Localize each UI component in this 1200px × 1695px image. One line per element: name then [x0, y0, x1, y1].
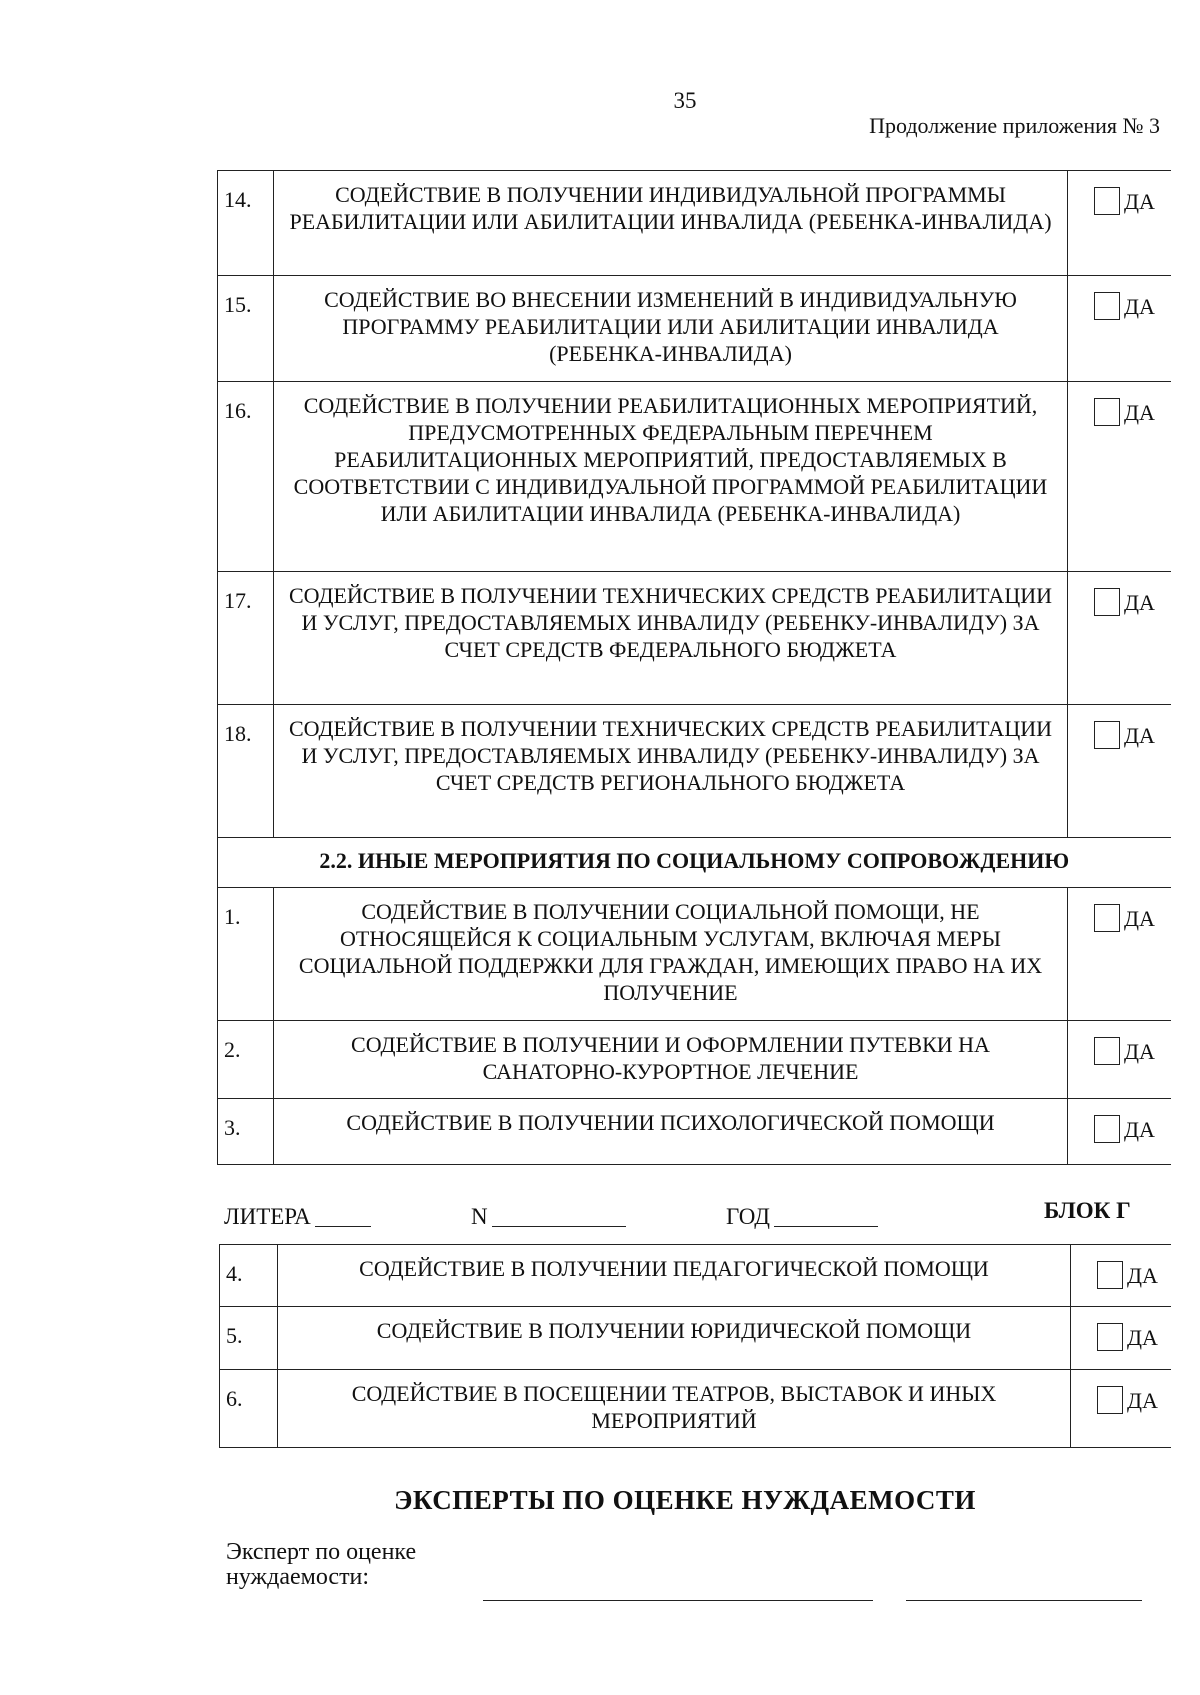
- yes-checkbox[interactable]: [1068, 572, 1171, 705]
- signature-line[interactable]: [483, 1600, 873, 1601]
- row-number: 16.: [218, 382, 274, 572]
- year-field: [726, 1204, 878, 1230]
- row-number: 15.: [218, 276, 274, 382]
- row-text: СОДЕЙСТВИЕ В ПОЛУЧЕНИИ ПЕДАГОГИЧЕСКОЙ ПОМОЩИ: [278, 1245, 1071, 1307]
- services-table: [217, 170, 1171, 1165]
- section-title: 2.2. ИНЫЕ МЕРОПРИЯТИЯ ПО СОЦИАЛЬНОМУ СОПРОВОЖДЕНИЮ: [218, 838, 1171, 888]
- section-header-row: [218, 838, 1171, 888]
- table-row: [218, 572, 1171, 705]
- yes-checkbox[interactable]: [1071, 1307, 1171, 1370]
- yes-checkbox[interactable]: [1071, 1370, 1171, 1448]
- row-text: СОДЕЙСТВИЕ В ПОЛУЧЕНИИ ПСИХОЛОГИЧЕСКОЙ ПОМОЩИ: [274, 1099, 1068, 1165]
- yes-label: ДА: [1124, 1039, 1155, 1064]
- name-line[interactable]: [906, 1600, 1142, 1601]
- checkbox-icon[interactable]: [1094, 187, 1120, 215]
- row-text: СОДЕЙСТВИЕ В ПОЛУЧЕНИИ СОЦИАЛЬНОЙ ПОМОЩИ, НЕ ОТНОСЯЩЕЙСЯ К СОЦИАЛЬНЫМ УСЛУГАМ, ВКЛЮЧАЯ МЕРЫ СОЦИАЛЬНОЙ ПОДДЕРЖКИ ДЛЯ ГРАЖДАН, ИМЕЮЩИХ ПРАВО НА ИХ ПОЛУЧЕНИЕ: [274, 888, 1068, 1021]
- block-g-table: [219, 1244, 1171, 1448]
- row-text: СОДЕЙСТВИЕ В ПОЛУЧЕНИИ РЕАБИЛИТАЦИОННЫХ МЕРОПРИЯТИЙ, ПРЕДУСМОТРЕННЫХ ФЕДЕРАЛЬНЫМ ПЕРЕЧНЕМ РЕАБИЛИТАЦИОННЫХ МЕРОПРИЯТИЙ, ПРЕДОСТАВЛЯЕМЫХ В СООТВЕТСТВИИ С ИНДИВИДУАЛЬНОЙ ПРОГРАММОЙ РЕАБИЛИТАЦИИ ИЛИ АБИЛИТАЦИИ ИНВАЛИДА (РЕБЕНКА-ИНВАЛИДА): [274, 382, 1068, 572]
- table-row: [218, 171, 1171, 276]
- checkbox-icon[interactable]: [1094, 904, 1120, 932]
- table-row: [218, 1021, 1171, 1099]
- yes-label: ДА: [1124, 400, 1155, 425]
- table-row: [220, 1245, 1171, 1307]
- row-number: 17.: [218, 572, 274, 705]
- litera-field: [224, 1204, 371, 1230]
- checkbox-icon[interactable]: [1094, 1115, 1120, 1143]
- page-number: 35: [673, 88, 697, 113]
- row-number: 6.: [220, 1370, 278, 1448]
- checkbox-icon[interactable]: [1097, 1323, 1123, 1351]
- table-row: [218, 1099, 1171, 1165]
- row-number: 2.: [218, 1021, 274, 1099]
- experts-title: ЭКСПЕРТЫ ПО ОЦЕНКЕ НУЖДАЕМОСТИ: [394, 1485, 976, 1515]
- yes-label: ДА: [1124, 590, 1155, 615]
- yes-checkbox[interactable]: [1068, 1021, 1171, 1099]
- n-field: [471, 1204, 626, 1230]
- yes-checkbox[interactable]: [1068, 382, 1171, 572]
- table-row: [218, 276, 1171, 382]
- yes-checkbox[interactable]: [1068, 276, 1171, 382]
- n-blank[interactable]: [492, 1206, 626, 1227]
- table-row: [218, 888, 1171, 1021]
- checkbox-icon[interactable]: [1094, 1037, 1120, 1065]
- row-number: 4.: [220, 1245, 278, 1307]
- table-row: [220, 1307, 1171, 1370]
- yes-label: ДА: [1124, 723, 1155, 748]
- block-label: БЛОК Г: [1044, 1198, 1131, 1223]
- yes-checkbox[interactable]: [1068, 888, 1171, 1021]
- litera-blank[interactable]: [315, 1206, 371, 1227]
- litera-label: ЛИТЕРА: [224, 1204, 311, 1229]
- checkbox-icon[interactable]: [1094, 292, 1120, 320]
- row-number: 1.: [218, 888, 274, 1021]
- row-number: 5.: [220, 1307, 278, 1370]
- row-number: 18.: [218, 705, 274, 838]
- yes-label: ДА: [1124, 294, 1155, 319]
- row-text: СОДЕЙСТВИЕ В ПОСЕЩЕНИИ ТЕАТРОВ, ВЫСТАВОК И ИНЫХ МЕРОПРИЯТИЙ: [278, 1370, 1071, 1448]
- n-label: N: [471, 1204, 488, 1229]
- row-number: 3.: [218, 1099, 274, 1165]
- year-label: ГОД: [726, 1204, 770, 1229]
- row-number: 14.: [218, 171, 274, 276]
- yes-label: ДА: [1124, 906, 1155, 931]
- row-text: СОДЕЙСТВИЕ В ПОЛУЧЕНИИ ТЕХНИЧЕСКИХ СРЕДСТВ РЕАБИЛИТАЦИИ И УСЛУГ, ПРЕДОСТАВЛЯЕМЫХ ИНВАЛИДУ (РЕБЕНКУ-ИНВАЛИДУ) ЗА СЧЕТ СРЕДСТВ РЕГИОНАЛЬНОГО БЮДЖЕТА: [274, 705, 1068, 838]
- yes-label: ДА: [1124, 189, 1155, 214]
- yes-checkbox[interactable]: [1068, 705, 1171, 838]
- yes-label: ДА: [1127, 1325, 1158, 1350]
- yes-checkbox[interactable]: [1068, 1099, 1171, 1165]
- row-text: СОДЕЙСТВИЕ В ПОЛУЧЕНИИ ТЕХНИЧЕСКИХ СРЕДСТВ РЕАБИЛИТАЦИИ И УСЛУГ, ПРЕДОСТАВЛЯЕМЫХ ИНВАЛИДУ (РЕБЕНКУ-ИНВАЛИДУ) ЗА СЧЕТ СРЕДСТВ ФЕДЕРАЛЬНОГО БЮДЖЕТА: [274, 572, 1068, 705]
- checkbox-icon[interactable]: [1094, 398, 1120, 426]
- yes-label: ДА: [1124, 1117, 1155, 1142]
- expert-label: Эксперт по оценке нуждаемости:: [226, 1539, 417, 1590]
- yes-checkbox[interactable]: [1068, 171, 1171, 276]
- row-text: СОДЕЙСТВИЕ В ПОЛУЧЕНИИ И ОФОРМЛЕНИИ ПУТЕВКИ НА САНАТОРНО-КУРОРТНОЕ ЛЕЧЕНИЕ: [274, 1021, 1068, 1099]
- checkbox-icon[interactable]: [1094, 588, 1120, 616]
- yes-label: ДА: [1127, 1263, 1158, 1288]
- checkbox-icon[interactable]: [1097, 1386, 1123, 1414]
- appendix-note: Продолжение приложения № 3: [869, 113, 1160, 138]
- yes-label: ДА: [1127, 1388, 1158, 1413]
- table-row: [218, 382, 1171, 572]
- checkbox-icon[interactable]: [1094, 721, 1120, 749]
- checkbox-icon[interactable]: [1097, 1261, 1123, 1289]
- row-text: СОДЕЙСТВИЕ В ПОЛУЧЕНИИ ЮРИДИЧЕСКОЙ ПОМОЩИ: [278, 1307, 1071, 1370]
- row-text: СОДЕЙСТВИЕ ВО ВНЕСЕНИИ ИЗМЕНЕНИЙ В ИНДИВИДУАЛЬНУЮ ПРОГРАММУ РЕАБИЛИТАЦИИ ИЛИ АБИЛИТАЦИИ ИНВАЛИДА (РЕБЕНКА-ИНВАЛИДА): [274, 276, 1068, 382]
- year-blank[interactable]: [774, 1206, 878, 1227]
- row-text: СОДЕЙСТВИЕ В ПОЛУЧЕНИИ ИНДИВИДУАЛЬНОЙ ПРОГРАММЫ РЕАБИЛИТАЦИИ ИЛИ АБИЛИТАЦИИ ИНВАЛИДА (РЕБЕНКА-ИНВАЛИДА): [274, 171, 1068, 276]
- table-row: [220, 1370, 1171, 1448]
- table-row: [218, 705, 1171, 838]
- yes-checkbox[interactable]: [1071, 1245, 1171, 1307]
